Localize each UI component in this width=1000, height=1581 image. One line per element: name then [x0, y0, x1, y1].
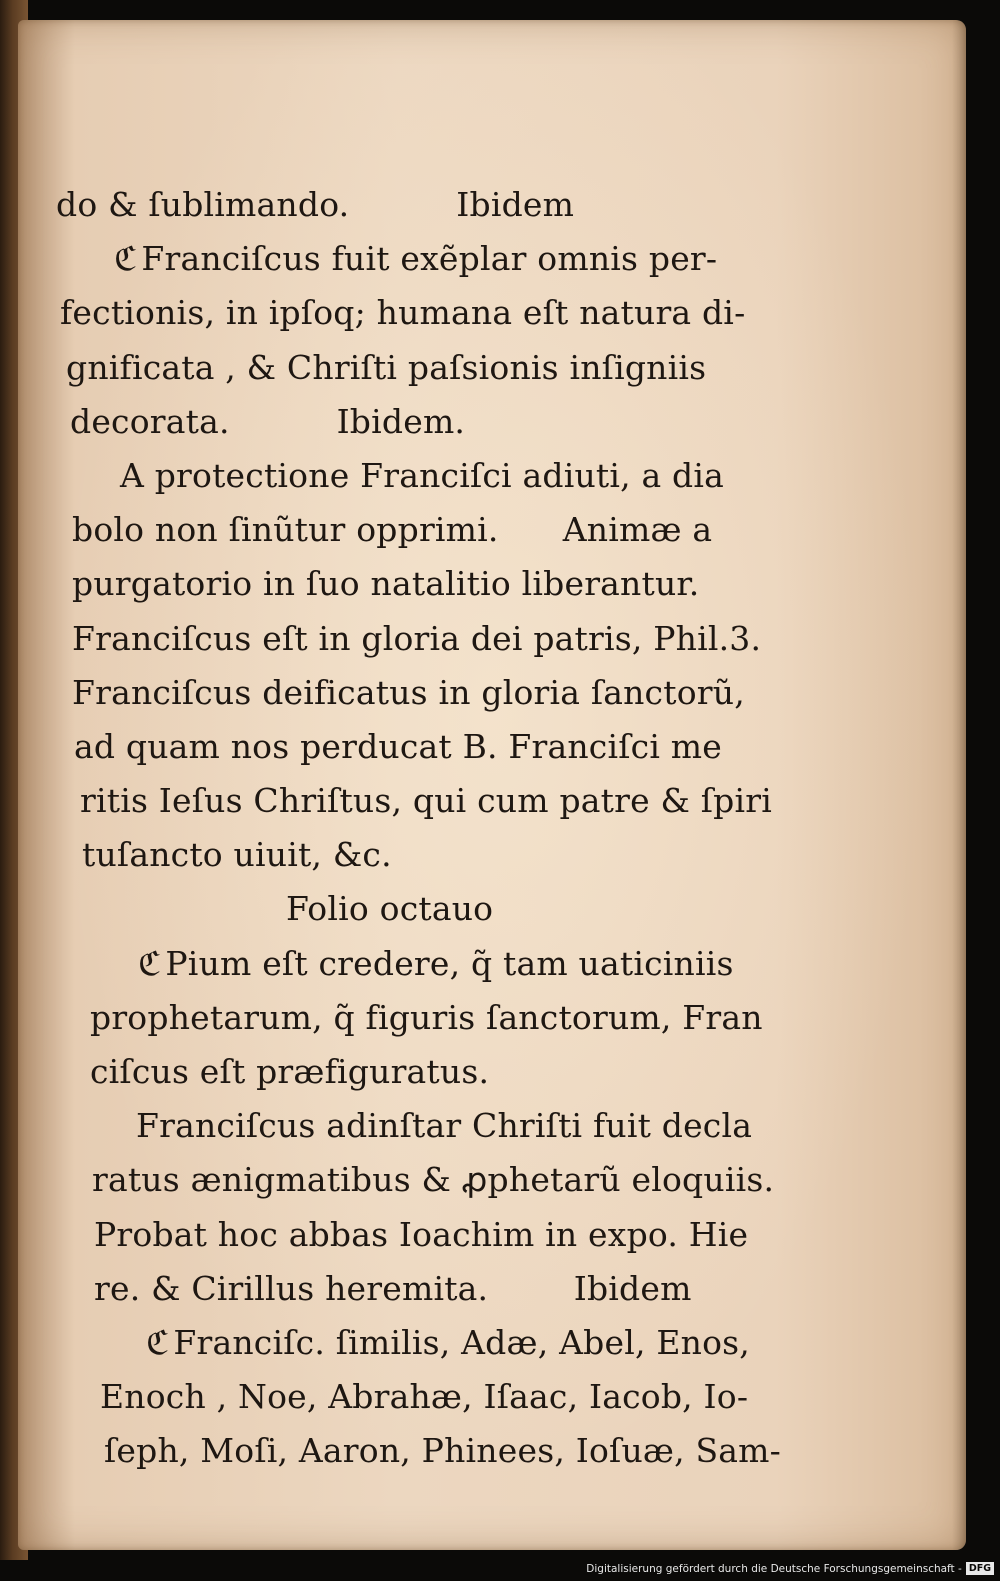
text-line: ad quam nos perducat B. Franciſci me — [74, 726, 723, 766]
paragraph-mark-icon: ℭ — [146, 1322, 170, 1362]
text-line: tuſancto uiuit, &c. — [82, 835, 392, 875]
page-edge-shadow — [952, 20, 966, 1550]
text-line: Franciſcus adinſtar Chriſti fuit decla — [136, 1106, 753, 1146]
text-line: bolo non ſinũtur opprimi. Animæ a — [72, 510, 713, 550]
book-page — [18, 20, 966, 1550]
text-line — [56, 1316, 756, 1370]
dfg-logo: DFG — [966, 1562, 994, 1575]
text-line-content: Franciſc. ſimilis, Adæ, Abel, Enos, — [173, 1322, 750, 1362]
text-line — [56, 232, 756, 286]
credit-text: Digitalisierung gefördert durch die Deutsche Forschungsgemeinschaft - — [586, 1563, 962, 1575]
text-line: Franciſcus deificatus in gloria ſanctorũ, — [72, 672, 745, 712]
text-line: Enoch , Noe, Abrahæ, Iſaac, Iacob, Io- — [100, 1377, 749, 1417]
text-line: A protectione Franciſci adiuti, a dia — [120, 455, 725, 495]
paragraph-mark-icon: ℭ — [138, 943, 162, 983]
text-line: ciſcus eſt præfiguratus. — [90, 1052, 490, 1091]
text-line: ratus ænigmatibus & ꝓphetarũ eloquiis. — [92, 1160, 775, 1200]
section-heading: Folio octauo — [286, 889, 494, 929]
text-line: decorata. Ibidem. — [70, 401, 466, 441]
paragraph-mark-icon: ℭ — [114, 239, 138, 279]
text-line: ritis Ieſus Chriſtus, qui cum patre & ſpiri — [80, 781, 772, 821]
page-text-block — [56, 178, 782, 1479]
text-line: prophetarum, q̃ figuris ſanctorum, Fran — [90, 997, 763, 1037]
text-line — [56, 937, 756, 991]
text-line: do & ſublimando. Ibidem — [56, 185, 575, 224]
text-line-content: Pium eſt credere, q̃ tam uaticiniis — [165, 943, 734, 983]
text-line: gnificata , & Chriſti paſsionis inſigniis — [66, 347, 707, 387]
text-line: re. & Cirillus heremita. Ibidem — [94, 1268, 692, 1308]
text-line-content: Franciſcus fuit exẽplar omnis per- — [141, 239, 718, 279]
digitization-credit — [586, 1561, 994, 1577]
text-line: Probat hoc abbas Ioachim in expo. Hie — [94, 1214, 749, 1254]
text-line: Franciſcus eſt in gloria dei patris, Phil.3. — [72, 618, 762, 658]
text-line: purgatorio in ſuo natalitio liberantur. — [72, 564, 700, 604]
text-line: ſeph, Moſi, Aaron, Phinees, Ioſuæ, Sam- — [104, 1431, 782, 1471]
text-line: fectionis, in ipſoq; humana eſt natura di- — [60, 293, 746, 333]
